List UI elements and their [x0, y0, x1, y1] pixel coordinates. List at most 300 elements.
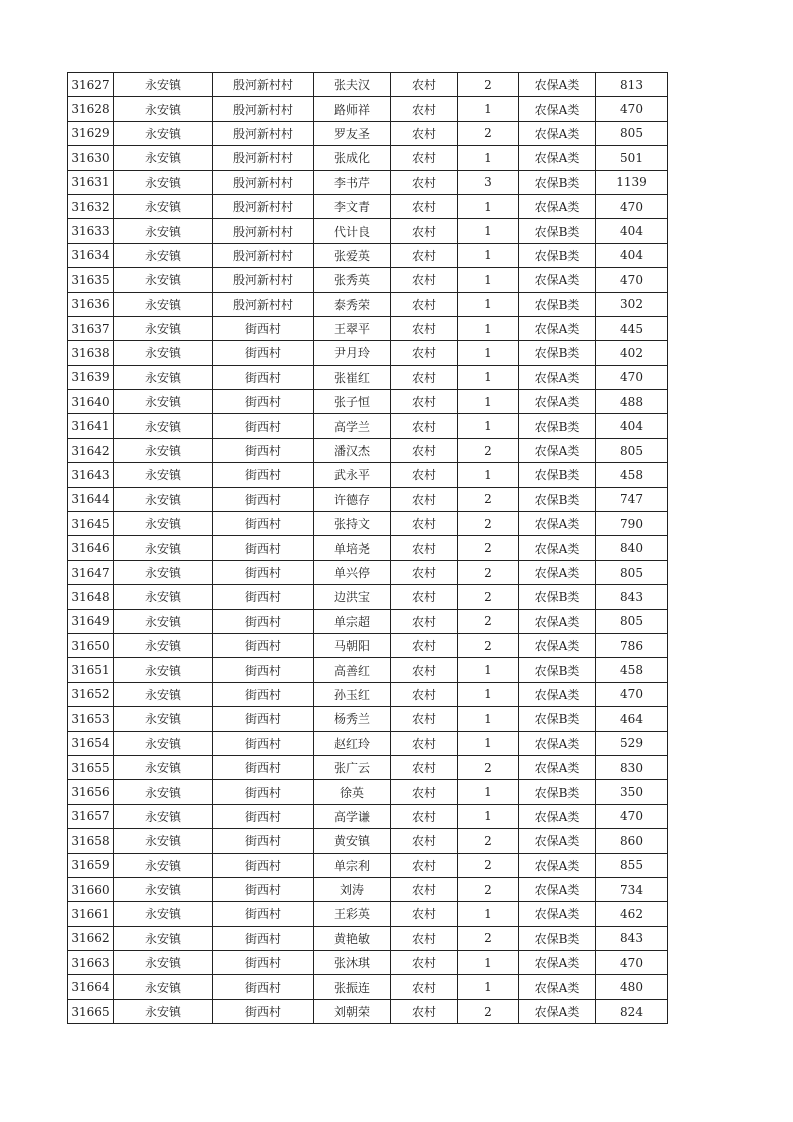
- row-number: 31654: [68, 731, 114, 755]
- name-cell: 张子恒: [314, 390, 391, 414]
- household-count-cell: 2: [458, 877, 519, 901]
- row-number: 31661: [68, 902, 114, 926]
- name-cell: 潘汉杰: [314, 438, 391, 462]
- insurance-category-cell: 农保A类: [519, 268, 596, 292]
- village-cell: 殷河新村村: [213, 170, 314, 194]
- beneficiary-table: [67, 72, 668, 1024]
- insurance-category-cell: 农保B类: [519, 341, 596, 365]
- row-number: 31653: [68, 707, 114, 731]
- amount-cell: 470: [596, 804, 668, 828]
- insurance-category-cell: 农保B类: [519, 170, 596, 194]
- village-cell: 街西村: [213, 902, 314, 926]
- table-row: [68, 390, 668, 414]
- household-count-cell: 3: [458, 170, 519, 194]
- name-cell: 张秀英: [314, 268, 391, 292]
- table-row: [68, 536, 668, 560]
- row-number: 31629: [68, 121, 114, 145]
- town-cell: 永安镇: [114, 658, 213, 682]
- insurance-category-cell: 农保B类: [519, 414, 596, 438]
- household-count-cell: 2: [458, 609, 519, 633]
- village-cell: 街西村: [213, 390, 314, 414]
- row-number: 31637: [68, 316, 114, 340]
- village-cell: 街西村: [213, 853, 314, 877]
- area-type-cell: 农村: [391, 438, 458, 462]
- amount-cell: 734: [596, 877, 668, 901]
- table-row: [68, 755, 668, 779]
- area-type-cell: 农村: [391, 243, 458, 267]
- name-cell: 尹月玲: [314, 341, 391, 365]
- area-type-cell: 农村: [391, 707, 458, 731]
- village-cell: 殷河新村村: [213, 194, 314, 218]
- amount-cell: 813: [596, 73, 668, 97]
- table-row: [68, 902, 668, 926]
- table-row: [68, 633, 668, 657]
- town-cell: 永安镇: [114, 902, 213, 926]
- household-count-cell: 1: [458, 292, 519, 316]
- insurance-category-cell: 农保B类: [519, 463, 596, 487]
- table-row: [68, 292, 668, 316]
- area-type-cell: 农村: [391, 731, 458, 755]
- insurance-category-cell: 农保A类: [519, 731, 596, 755]
- household-count-cell: 1: [458, 902, 519, 926]
- village-cell: 殷河新村村: [213, 97, 314, 121]
- household-count-cell: 2: [458, 999, 519, 1023]
- area-type-cell: 农村: [391, 487, 458, 511]
- insurance-category-cell: 农保A类: [519, 512, 596, 536]
- row-number: 31635: [68, 268, 114, 292]
- row-number: 31665: [68, 999, 114, 1023]
- name-cell: 张振连: [314, 975, 391, 999]
- village-cell: 街西村: [213, 536, 314, 560]
- area-type-cell: 农村: [391, 658, 458, 682]
- town-cell: 永安镇: [114, 682, 213, 706]
- row-number: 31630: [68, 146, 114, 170]
- table-row: [68, 121, 668, 145]
- table-row: [68, 438, 668, 462]
- village-cell: 殷河新村村: [213, 73, 314, 97]
- household-count-cell: 1: [458, 975, 519, 999]
- village-cell: 街西村: [213, 487, 314, 511]
- village-cell: 街西村: [213, 560, 314, 584]
- row-number: 31632: [68, 194, 114, 218]
- amount-cell: 860: [596, 829, 668, 853]
- row-number: 31649: [68, 609, 114, 633]
- row-number: 31627: [68, 73, 114, 97]
- town-cell: 永安镇: [114, 853, 213, 877]
- village-cell: 殷河新村村: [213, 268, 314, 292]
- insurance-category-cell: 农保A类: [519, 438, 596, 462]
- name-cell: 张爱英: [314, 243, 391, 267]
- table-row: [68, 658, 668, 682]
- village-cell: 街西村: [213, 463, 314, 487]
- area-type-cell: 农村: [391, 682, 458, 706]
- area-type-cell: 农村: [391, 97, 458, 121]
- town-cell: 永安镇: [114, 194, 213, 218]
- row-number: 31639: [68, 365, 114, 389]
- town-cell: 永安镇: [114, 292, 213, 316]
- town-cell: 永安镇: [114, 585, 213, 609]
- name-cell: 李文青: [314, 194, 391, 218]
- name-cell: 张持文: [314, 512, 391, 536]
- village-cell: 街西村: [213, 682, 314, 706]
- amount-cell: 445: [596, 316, 668, 340]
- table-row: [68, 146, 668, 170]
- table-row: [68, 170, 668, 194]
- insurance-category-cell: 农保A类: [519, 390, 596, 414]
- name-cell: 单宗超: [314, 609, 391, 633]
- area-type-cell: 农村: [391, 975, 458, 999]
- amount-cell: 824: [596, 999, 668, 1023]
- insurance-category-cell: 农保B类: [519, 487, 596, 511]
- area-type-cell: 农村: [391, 926, 458, 950]
- insurance-category-cell: 农保A类: [519, 902, 596, 926]
- area-type-cell: 农村: [391, 414, 458, 438]
- household-count-cell: 1: [458, 316, 519, 340]
- village-cell: 街西村: [213, 951, 314, 975]
- village-cell: 街西村: [213, 926, 314, 950]
- name-cell: 路师祥: [314, 97, 391, 121]
- insurance-category-cell: 农保A类: [519, 365, 596, 389]
- village-cell: 街西村: [213, 755, 314, 779]
- area-type-cell: 农村: [391, 341, 458, 365]
- row-number: 31628: [68, 97, 114, 121]
- table-row: [68, 829, 668, 853]
- area-type-cell: 农村: [391, 316, 458, 340]
- area-type-cell: 农村: [391, 829, 458, 853]
- amount-cell: 747: [596, 487, 668, 511]
- amount-cell: 302: [596, 292, 668, 316]
- name-cell: 张夫汉: [314, 73, 391, 97]
- village-cell: 殷河新村村: [213, 243, 314, 267]
- amount-cell: 470: [596, 682, 668, 706]
- insurance-category-cell: 农保A类: [519, 877, 596, 901]
- town-cell: 永安镇: [114, 755, 213, 779]
- name-cell: 赵红玲: [314, 731, 391, 755]
- table-row: [68, 194, 668, 218]
- town-cell: 永安镇: [114, 146, 213, 170]
- household-count-cell: 1: [458, 341, 519, 365]
- table-row: [68, 731, 668, 755]
- name-cell: 单宗利: [314, 853, 391, 877]
- household-count-cell: 2: [458, 560, 519, 584]
- table-row: [68, 341, 668, 365]
- insurance-category-cell: 农保B类: [519, 707, 596, 731]
- insurance-category-cell: 农保B类: [519, 219, 596, 243]
- row-number: 31648: [68, 585, 114, 609]
- name-cell: 张广云: [314, 755, 391, 779]
- town-cell: 永安镇: [114, 73, 213, 97]
- name-cell: 张成化: [314, 146, 391, 170]
- amount-cell: 458: [596, 463, 668, 487]
- household-count-cell: 1: [458, 194, 519, 218]
- amount-cell: 805: [596, 560, 668, 584]
- amount-cell: 529: [596, 731, 668, 755]
- name-cell: 马朝阳: [314, 633, 391, 657]
- amount-cell: 458: [596, 658, 668, 682]
- town-cell: 永安镇: [114, 829, 213, 853]
- town-cell: 永安镇: [114, 877, 213, 901]
- table-row: [68, 804, 668, 828]
- insurance-category-cell: 农保B类: [519, 926, 596, 950]
- table-row: [68, 414, 668, 438]
- insurance-category-cell: 农保A类: [519, 999, 596, 1023]
- name-cell: 黄艳敏: [314, 926, 391, 950]
- table-row: [68, 316, 668, 340]
- name-cell: 孙玉红: [314, 682, 391, 706]
- row-number: 31634: [68, 243, 114, 267]
- town-cell: 永安镇: [114, 633, 213, 657]
- village-cell: 街西村: [213, 414, 314, 438]
- row-number: 31641: [68, 414, 114, 438]
- insurance-category-cell: 农保B类: [519, 243, 596, 267]
- town-cell: 永安镇: [114, 170, 213, 194]
- amount-cell: 470: [596, 194, 668, 218]
- row-number: 31651: [68, 658, 114, 682]
- table-row: [68, 877, 668, 901]
- amount-cell: 470: [596, 268, 668, 292]
- town-cell: 永安镇: [114, 463, 213, 487]
- household-count-cell: 1: [458, 390, 519, 414]
- village-cell: 街西村: [213, 877, 314, 901]
- insurance-category-cell: 农保A类: [519, 755, 596, 779]
- area-type-cell: 农村: [391, 633, 458, 657]
- amount-cell: 805: [596, 121, 668, 145]
- name-cell: 高学兰: [314, 414, 391, 438]
- area-type-cell: 农村: [391, 121, 458, 145]
- town-cell: 永安镇: [114, 97, 213, 121]
- household-count-cell: 2: [458, 73, 519, 97]
- insurance-category-cell: 农保A类: [519, 804, 596, 828]
- insurance-category-cell: 农保A类: [519, 853, 596, 877]
- insurance-category-cell: 农保B类: [519, 585, 596, 609]
- amount-cell: 843: [596, 585, 668, 609]
- table-body: [68, 73, 668, 1024]
- table-row: [68, 560, 668, 584]
- table-row: [68, 219, 668, 243]
- household-count-cell: 1: [458, 463, 519, 487]
- household-count-cell: 2: [458, 536, 519, 560]
- household-count-cell: 1: [458, 243, 519, 267]
- name-cell: 许德存: [314, 487, 391, 511]
- row-number: 31643: [68, 463, 114, 487]
- name-cell: 边洪宝: [314, 585, 391, 609]
- town-cell: 永安镇: [114, 243, 213, 267]
- amount-cell: 470: [596, 365, 668, 389]
- row-number: 31663: [68, 951, 114, 975]
- area-type-cell: 农村: [391, 73, 458, 97]
- village-cell: 街西村: [213, 316, 314, 340]
- name-cell: 泰秀荣: [314, 292, 391, 316]
- name-cell: 黄安镇: [314, 829, 391, 853]
- row-number: 31644: [68, 487, 114, 511]
- town-cell: 永安镇: [114, 609, 213, 633]
- village-cell: 殷河新村村: [213, 219, 314, 243]
- area-type-cell: 农村: [391, 853, 458, 877]
- town-cell: 永安镇: [114, 121, 213, 145]
- insurance-category-cell: 农保B类: [519, 658, 596, 682]
- village-cell: 街西村: [213, 999, 314, 1023]
- town-cell: 永安镇: [114, 390, 213, 414]
- village-cell: 街西村: [213, 975, 314, 999]
- insurance-category-cell: 农保A类: [519, 121, 596, 145]
- insurance-category-cell: 农保A类: [519, 536, 596, 560]
- town-cell: 永安镇: [114, 438, 213, 462]
- village-cell: 街西村: [213, 804, 314, 828]
- name-cell: 武永平: [314, 463, 391, 487]
- village-cell: 街西村: [213, 658, 314, 682]
- row-number: 31647: [68, 560, 114, 584]
- household-count-cell: 2: [458, 512, 519, 536]
- amount-cell: 830: [596, 755, 668, 779]
- row-number: 31631: [68, 170, 114, 194]
- name-cell: 罗友圣: [314, 121, 391, 145]
- area-type-cell: 农村: [391, 292, 458, 316]
- table-row: [68, 707, 668, 731]
- household-count-cell: 1: [458, 780, 519, 804]
- area-type-cell: 农村: [391, 804, 458, 828]
- table-row: [68, 512, 668, 536]
- area-type-cell: 农村: [391, 877, 458, 901]
- row-number: 31652: [68, 682, 114, 706]
- amount-cell: 805: [596, 609, 668, 633]
- insurance-category-cell: 农保B类: [519, 292, 596, 316]
- village-cell: 街西村: [213, 707, 314, 731]
- table-row: [68, 585, 668, 609]
- table-row: [68, 365, 668, 389]
- amount-cell: 402: [596, 341, 668, 365]
- household-count-cell: 1: [458, 268, 519, 292]
- area-type-cell: 农村: [391, 194, 458, 218]
- amount-cell: 805: [596, 438, 668, 462]
- village-cell: 殷河新村村: [213, 292, 314, 316]
- row-number: 31662: [68, 926, 114, 950]
- insurance-category-cell: 农保A类: [519, 73, 596, 97]
- area-type-cell: 农村: [391, 146, 458, 170]
- table-row: [68, 926, 668, 950]
- row-number: 31655: [68, 755, 114, 779]
- insurance-category-cell: 农保A类: [519, 560, 596, 584]
- insurance-category-cell: 农保A类: [519, 829, 596, 853]
- name-cell: 张崔红: [314, 365, 391, 389]
- area-type-cell: 农村: [391, 560, 458, 584]
- area-type-cell: 农村: [391, 512, 458, 536]
- town-cell: 永安镇: [114, 268, 213, 292]
- table-row: [68, 487, 668, 511]
- village-cell: 殷河新村村: [213, 121, 314, 145]
- household-count-cell: 1: [458, 682, 519, 706]
- household-count-cell: 2: [458, 585, 519, 609]
- village-cell: 街西村: [213, 341, 314, 365]
- area-type-cell: 农村: [391, 536, 458, 560]
- table-row: [68, 97, 668, 121]
- town-cell: 永安镇: [114, 487, 213, 511]
- table-row: [68, 975, 668, 999]
- area-type-cell: 农村: [391, 999, 458, 1023]
- area-type-cell: 农村: [391, 268, 458, 292]
- town-cell: 永安镇: [114, 560, 213, 584]
- name-cell: 徐英: [314, 780, 391, 804]
- row-number: 31658: [68, 829, 114, 853]
- household-count-cell: 1: [458, 219, 519, 243]
- name-cell: 王彩英: [314, 902, 391, 926]
- village-cell: 街西村: [213, 829, 314, 853]
- insurance-category-cell: 农保A类: [519, 146, 596, 170]
- town-cell: 永安镇: [114, 316, 213, 340]
- area-type-cell: 农村: [391, 609, 458, 633]
- row-number: 31657: [68, 804, 114, 828]
- name-cell: 刘涛: [314, 877, 391, 901]
- insurance-category-cell: 农保A类: [519, 316, 596, 340]
- amount-cell: 1139: [596, 170, 668, 194]
- town-cell: 永安镇: [114, 731, 213, 755]
- row-number: 31650: [68, 633, 114, 657]
- area-type-cell: 农村: [391, 365, 458, 389]
- town-cell: 永安镇: [114, 341, 213, 365]
- table-row: [68, 463, 668, 487]
- name-cell: 单兴停: [314, 560, 391, 584]
- insurance-category-cell: 农保A类: [519, 633, 596, 657]
- household-count-cell: 2: [458, 487, 519, 511]
- amount-cell: 786: [596, 633, 668, 657]
- town-cell: 永安镇: [114, 926, 213, 950]
- name-cell: 张沐琪: [314, 951, 391, 975]
- row-number: 31640: [68, 390, 114, 414]
- row-number: 31646: [68, 536, 114, 560]
- name-cell: 王翠平: [314, 316, 391, 340]
- village-cell: 街西村: [213, 731, 314, 755]
- town-cell: 永安镇: [114, 975, 213, 999]
- town-cell: 永安镇: [114, 365, 213, 389]
- insurance-category-cell: 农保A类: [519, 97, 596, 121]
- row-number: 31642: [68, 438, 114, 462]
- village-cell: 街西村: [213, 365, 314, 389]
- table-row: [68, 243, 668, 267]
- town-cell: 永安镇: [114, 536, 213, 560]
- amount-cell: 488: [596, 390, 668, 414]
- household-count-cell: 2: [458, 926, 519, 950]
- amount-cell: 855: [596, 853, 668, 877]
- amount-cell: 470: [596, 951, 668, 975]
- area-type-cell: 农村: [391, 780, 458, 804]
- row-number: 31659: [68, 853, 114, 877]
- name-cell: 代计良: [314, 219, 391, 243]
- household-count-cell: 1: [458, 414, 519, 438]
- table-row: [68, 951, 668, 975]
- amount-cell: 843: [596, 926, 668, 950]
- table-row: [68, 73, 668, 97]
- village-cell: 街西村: [213, 609, 314, 633]
- village-cell: 殷河新村村: [213, 146, 314, 170]
- amount-cell: 480: [596, 975, 668, 999]
- row-number: 31660: [68, 877, 114, 901]
- amount-cell: 790: [596, 512, 668, 536]
- household-count-cell: 1: [458, 365, 519, 389]
- town-cell: 永安镇: [114, 512, 213, 536]
- household-count-cell: 1: [458, 97, 519, 121]
- amount-cell: 464: [596, 707, 668, 731]
- insurance-category-cell: 农保B类: [519, 780, 596, 804]
- table-row: [68, 853, 668, 877]
- name-cell: 高善红: [314, 658, 391, 682]
- area-type-cell: 农村: [391, 170, 458, 194]
- amount-cell: 840: [596, 536, 668, 560]
- amount-cell: 350: [596, 780, 668, 804]
- table-row: [68, 780, 668, 804]
- village-cell: 街西村: [213, 780, 314, 804]
- area-type-cell: 农村: [391, 219, 458, 243]
- village-cell: 街西村: [213, 585, 314, 609]
- insurance-category-cell: 农保A类: [519, 682, 596, 706]
